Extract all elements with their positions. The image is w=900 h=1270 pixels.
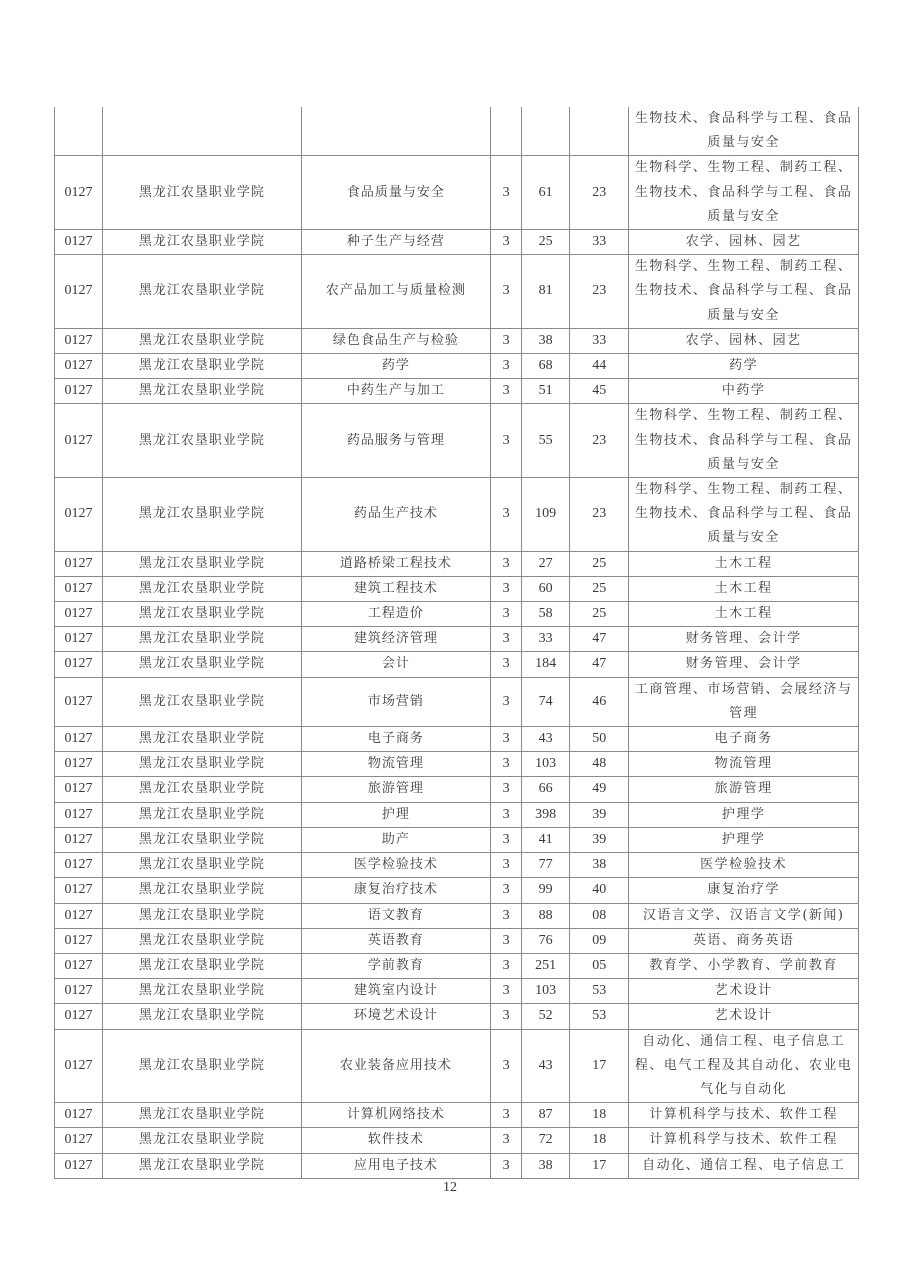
institution-code-cell: 0127 (55, 727, 103, 752)
school-name-cell (103, 107, 301, 156)
major-name-cell: 农业装备应用技术 (301, 1029, 490, 1103)
table-row (55, 1153, 859, 1178)
major-name-cell: 建筑室内设计 (301, 979, 490, 1004)
school-name-cell: 黑龙江农垦职业学院 (103, 953, 301, 978)
institution-code-cell: 0127 (55, 652, 103, 677)
school-name-cell: 黑龙江农垦职业学院 (103, 627, 301, 652)
table-row (55, 652, 859, 677)
major-name-cell: 建筑工程技术 (301, 576, 490, 601)
study-years-cell: 3 (491, 827, 522, 852)
enrollment-plan-cell: 52 (522, 1004, 570, 1029)
school-name-cell: 黑龙江农垦职业学院 (103, 878, 301, 903)
institution-code-cell: 0127 (55, 953, 103, 978)
school-name-cell: 黑龙江农垦职业学院 (103, 827, 301, 852)
major-category-cell: 44 (570, 354, 629, 379)
major-name-cell: 英语教育 (301, 928, 490, 953)
table-row (55, 878, 859, 903)
enrollment-plan-cell: 43 (522, 1029, 570, 1103)
study-years-cell: 3 (491, 727, 522, 752)
major-name-cell: 医学检验技术 (301, 853, 490, 878)
major-category-cell: 25 (570, 602, 629, 627)
institution-code-cell: 0127 (55, 328, 103, 353)
study-years-cell (491, 107, 522, 156)
table-row (55, 602, 859, 627)
study-years-cell: 3 (491, 1103, 522, 1128)
enrollment-plan-cell: 68 (522, 354, 570, 379)
major-category-cell: 08 (570, 903, 629, 928)
undergraduate-major-requirement-cell: 财务管理、会计学 (629, 652, 859, 677)
study-years-cell: 3 (491, 1128, 522, 1153)
table-row (55, 1103, 859, 1128)
school-name-cell: 黑龙江农垦职业学院 (103, 677, 301, 726)
enrollment-plan-cell: 33 (522, 627, 570, 652)
undergraduate-major-requirement-cell: 汉语言文学、汉语言文学(新闻) (629, 903, 859, 928)
major-name-cell: 农产品加工与质量检测 (301, 255, 490, 329)
school-name-cell: 黑龙江农垦职业学院 (103, 404, 301, 478)
major-category-cell: 48 (570, 752, 629, 777)
school-name-cell: 黑龙江农垦职业学院 (103, 752, 301, 777)
table-row (55, 255, 859, 329)
study-years-cell: 3 (491, 953, 522, 978)
institution-code-cell: 0127 (55, 478, 103, 552)
major-category-cell: 05 (570, 953, 629, 978)
school-name-cell: 黑龙江农垦职业学院 (103, 230, 301, 255)
school-name-cell: 黑龙江农垦职业学院 (103, 802, 301, 827)
major-name-cell: 环境艺术设计 (301, 1004, 490, 1029)
major-category-cell: 40 (570, 878, 629, 903)
study-years-cell: 3 (491, 478, 522, 552)
institution-code-cell: 0127 (55, 878, 103, 903)
institution-code-cell: 0127 (55, 853, 103, 878)
institution-code-cell: 0127 (55, 1103, 103, 1128)
enrollment-plan-cell: 103 (522, 979, 570, 1004)
undergraduate-major-requirement-cell: 护理学 (629, 802, 859, 827)
undergraduate-major-requirement-cell: 土木工程 (629, 602, 859, 627)
major-category-cell: 47 (570, 652, 629, 677)
major-category-cell (570, 107, 629, 156)
school-name-cell: 黑龙江农垦职业学院 (103, 1004, 301, 1029)
major-category-cell: 09 (570, 928, 629, 953)
institution-code-cell: 0127 (55, 777, 103, 802)
school-name-cell: 黑龙江农垦职业学院 (103, 379, 301, 404)
enrollment-plan-cell: 76 (522, 928, 570, 953)
institution-code-cell: 0127 (55, 156, 103, 230)
major-category-cell: 53 (570, 1004, 629, 1029)
school-name-cell: 黑龙江农垦职业学院 (103, 777, 301, 802)
study-years-cell: 3 (491, 379, 522, 404)
institution-code-cell: 0127 (55, 404, 103, 478)
study-years-cell: 3 (491, 328, 522, 353)
study-years-cell: 3 (491, 652, 522, 677)
enrollment-plan-cell: 72 (522, 1128, 570, 1153)
institution-code-cell: 0127 (55, 379, 103, 404)
undergraduate-major-requirement-cell: 生物技术、食品科学与工程、食品质量与安全 (629, 107, 859, 156)
table-row (55, 802, 859, 827)
school-name-cell: 黑龙江农垦职业学院 (103, 903, 301, 928)
major-category-cell: 53 (570, 979, 629, 1004)
undergraduate-major-requirement-cell: 土木工程 (629, 576, 859, 601)
study-years-cell: 3 (491, 752, 522, 777)
major-name-cell (301, 107, 490, 156)
page-number: 12 (443, 1180, 457, 1195)
institution-code-cell: 0127 (55, 1004, 103, 1029)
table-row (55, 354, 859, 379)
institution-code-cell: 0127 (55, 928, 103, 953)
enrollment-plan-cell: 60 (522, 576, 570, 601)
study-years-cell: 3 (491, 878, 522, 903)
undergraduate-major-requirement-cell: 中药学 (629, 379, 859, 404)
enrollment-plan-cell: 103 (522, 752, 570, 777)
school-name-cell: 黑龙江农垦职业学院 (103, 1153, 301, 1178)
undergraduate-major-requirement-cell: 电子商务 (629, 727, 859, 752)
table-row (55, 752, 859, 777)
table-row (55, 478, 859, 552)
major-name-cell: 中药生产与加工 (301, 379, 490, 404)
major-name-cell: 药品服务与管理 (301, 404, 490, 478)
major-category-cell: 39 (570, 802, 629, 827)
table-row (55, 827, 859, 852)
table-row (55, 928, 859, 953)
major-category-cell: 45 (570, 379, 629, 404)
undergraduate-major-requirement-cell: 艺术设计 (629, 1004, 859, 1029)
study-years-cell: 3 (491, 255, 522, 329)
undergraduate-major-requirement-cell: 工商管理、市场营销、会展经济与管理 (629, 677, 859, 726)
major-name-cell: 绿色食品生产与检验 (301, 328, 490, 353)
undergraduate-major-requirement-cell: 教育学、小学教育、学前教育 (629, 953, 859, 978)
table-row (55, 551, 859, 576)
table-row (55, 777, 859, 802)
major-name-cell: 护理 (301, 802, 490, 827)
enrollment-plan-cell (522, 107, 570, 156)
major-name-cell: 学前教育 (301, 953, 490, 978)
enrollment-plan-cell: 398 (522, 802, 570, 827)
major-category-cell: 33 (570, 230, 629, 255)
school-name-cell: 黑龙江农垦职业学院 (103, 156, 301, 230)
undergraduate-major-requirement-cell: 生物科学、生物工程、制药工程、生物技术、食品科学与工程、食品质量与安全 (629, 255, 859, 329)
undergraduate-major-requirement-cell: 生物科学、生物工程、制药工程、生物技术、食品科学与工程、食品质量与安全 (629, 404, 859, 478)
table-row (55, 156, 859, 230)
institution-code-cell: 0127 (55, 802, 103, 827)
school-name-cell: 黑龙江农垦职业学院 (103, 602, 301, 627)
table-row (55, 1128, 859, 1153)
enrollment-plan-cell: 88 (522, 903, 570, 928)
institution-code-cell: 0127 (55, 1153, 103, 1178)
school-name-cell: 黑龙江农垦职业学院 (103, 979, 301, 1004)
table-row (55, 853, 859, 878)
undergraduate-major-requirement-cell: 康复治疗学 (629, 878, 859, 903)
institution-code-cell (55, 107, 103, 156)
enrollment-plan-cell: 41 (522, 827, 570, 852)
enrollment-plan-cell: 74 (522, 677, 570, 726)
major-name-cell: 种子生产与经营 (301, 230, 490, 255)
school-name-cell: 黑龙江农垦职业学院 (103, 255, 301, 329)
major-category-cell: 46 (570, 677, 629, 726)
school-name-cell: 黑龙江农垦职业学院 (103, 551, 301, 576)
enrollment-plan-cell: 81 (522, 255, 570, 329)
major-category-cell: 23 (570, 478, 629, 552)
major-category-cell: 38 (570, 853, 629, 878)
undergraduate-major-requirement-cell: 农学、园林、园艺 (629, 328, 859, 353)
table-row (55, 627, 859, 652)
major-name-cell: 旅游管理 (301, 777, 490, 802)
institution-code-cell: 0127 (55, 354, 103, 379)
study-years-cell: 3 (491, 1004, 522, 1029)
school-name-cell: 黑龙江农垦职业学院 (103, 1029, 301, 1103)
table-row (55, 903, 859, 928)
table-row (55, 379, 859, 404)
table-body (55, 107, 859, 1178)
study-years-cell: 3 (491, 677, 522, 726)
major-name-cell: 建筑经济管理 (301, 627, 490, 652)
enrollment-plan-cell: 66 (522, 777, 570, 802)
school-name-cell: 黑龙江农垦职业学院 (103, 478, 301, 552)
enrollment-plan-cell: 38 (522, 1153, 570, 1178)
major-name-cell: 食品质量与安全 (301, 156, 490, 230)
major-name-cell: 计算机网络技术 (301, 1103, 490, 1128)
major-category-cell: 17 (570, 1153, 629, 1178)
undergraduate-major-requirement-cell: 自动化、通信工程、电子信息工程、电气工程及其自动化、农业电气化与自动化 (629, 1029, 859, 1103)
institution-code-cell: 0127 (55, 1029, 103, 1103)
institution-code-cell: 0127 (55, 602, 103, 627)
school-name-cell: 黑龙江农垦职业学院 (103, 328, 301, 353)
major-category-cell: 17 (570, 1029, 629, 1103)
enrollment-plan-cell: 38 (522, 328, 570, 353)
undergraduate-major-requirement-cell: 医学检验技术 (629, 853, 859, 878)
institution-code-cell: 0127 (55, 979, 103, 1004)
undergraduate-major-requirement-cell: 药学 (629, 354, 859, 379)
school-name-cell: 黑龙江农垦职业学院 (103, 576, 301, 601)
major-category-cell: 23 (570, 404, 629, 478)
undergraduate-major-requirement-cell: 物流管理 (629, 752, 859, 777)
enrollment-plan-cell: 55 (522, 404, 570, 478)
table-row (55, 328, 859, 353)
study-years-cell: 3 (491, 230, 522, 255)
undergraduate-major-requirement-cell: 英语、商务英语 (629, 928, 859, 953)
major-name-cell: 语文教育 (301, 903, 490, 928)
study-years-cell: 3 (491, 1153, 522, 1178)
institution-code-cell: 0127 (55, 551, 103, 576)
institution-code-cell: 0127 (55, 903, 103, 928)
study-years-cell: 3 (491, 576, 522, 601)
school-name-cell: 黑龙江农垦职业学院 (103, 727, 301, 752)
enrollment-plan-cell: 109 (522, 478, 570, 552)
table-row (55, 576, 859, 601)
study-years-cell: 3 (491, 903, 522, 928)
study-years-cell: 3 (491, 928, 522, 953)
study-years-cell: 3 (491, 1029, 522, 1103)
school-name-cell: 黑龙江农垦职业学院 (103, 354, 301, 379)
undergraduate-major-requirement-cell: 财务管理、会计学 (629, 627, 859, 652)
major-name-cell: 道路桥梁工程技术 (301, 551, 490, 576)
major-category-cell: 50 (570, 727, 629, 752)
undergraduate-major-requirement-cell: 土木工程 (629, 551, 859, 576)
undergraduate-major-requirement-cell: 护理学 (629, 827, 859, 852)
table-row (55, 979, 859, 1004)
institution-code-cell: 0127 (55, 255, 103, 329)
major-category-cell: 23 (570, 156, 629, 230)
school-name-cell: 黑龙江农垦职业学院 (103, 928, 301, 953)
enrollment-plan-cell: 61 (522, 156, 570, 230)
table-row (55, 1004, 859, 1029)
enrollment-table (54, 107, 859, 1179)
major-category-cell: 18 (570, 1103, 629, 1128)
school-name-cell: 黑龙江农垦职业学院 (103, 1128, 301, 1153)
major-name-cell: 物流管理 (301, 752, 490, 777)
table-row (55, 107, 859, 156)
table-row (55, 230, 859, 255)
undergraduate-major-requirement-cell: 艺术设计 (629, 979, 859, 1004)
major-category-cell: 49 (570, 777, 629, 802)
undergraduate-major-requirement-cell: 生物科学、生物工程、制药工程、生物技术、食品科学与工程、食品质量与安全 (629, 478, 859, 552)
enrollment-plan-cell: 51 (522, 379, 570, 404)
institution-code-cell: 0127 (55, 752, 103, 777)
undergraduate-major-requirement-cell: 旅游管理 (629, 777, 859, 802)
major-name-cell: 软件技术 (301, 1128, 490, 1153)
table-row (55, 1029, 859, 1103)
institution-code-cell: 0127 (55, 576, 103, 601)
study-years-cell: 3 (491, 777, 522, 802)
enrollment-plan-cell: 25 (522, 230, 570, 255)
enrollment-plan-cell: 58 (522, 602, 570, 627)
undergraduate-major-requirement-cell: 农学、园林、园艺 (629, 230, 859, 255)
school-name-cell: 黑龙江农垦职业学院 (103, 652, 301, 677)
enrollment-plan-cell: 27 (522, 551, 570, 576)
institution-code-cell: 0127 (55, 677, 103, 726)
major-name-cell: 电子商务 (301, 727, 490, 752)
major-name-cell: 助产 (301, 827, 490, 852)
institution-code-cell: 0127 (55, 627, 103, 652)
major-category-cell: 39 (570, 827, 629, 852)
study-years-cell: 3 (491, 551, 522, 576)
major-category-cell: 33 (570, 328, 629, 353)
enrollment-plan-cell: 77 (522, 853, 570, 878)
undergraduate-major-requirement-cell: 自动化、通信工程、电子信息工 (629, 1153, 859, 1178)
major-name-cell: 市场营销 (301, 677, 490, 726)
undergraduate-major-requirement-cell: 生物科学、生物工程、制药工程、生物技术、食品科学与工程、食品质量与安全 (629, 156, 859, 230)
major-category-cell: 25 (570, 576, 629, 601)
major-category-cell: 47 (570, 627, 629, 652)
study-years-cell: 3 (491, 853, 522, 878)
study-years-cell: 3 (491, 979, 522, 1004)
table-row (55, 404, 859, 478)
major-category-cell: 25 (570, 551, 629, 576)
enrollment-plan-cell: 99 (522, 878, 570, 903)
enrollment-plan-cell: 87 (522, 1103, 570, 1128)
major-category-cell: 18 (570, 1128, 629, 1153)
institution-code-cell: 0127 (55, 1128, 103, 1153)
major-name-cell: 药学 (301, 354, 490, 379)
major-name-cell: 会计 (301, 652, 490, 677)
school-name-cell: 黑龙江农垦职业学院 (103, 1103, 301, 1128)
table-row (55, 677, 859, 726)
study-years-cell: 3 (491, 627, 522, 652)
major-name-cell: 康复治疗技术 (301, 878, 490, 903)
enrollment-plan-cell: 184 (522, 652, 570, 677)
major-name-cell: 工程造价 (301, 602, 490, 627)
study-years-cell: 3 (491, 354, 522, 379)
table-row (55, 727, 859, 752)
table-row (55, 953, 859, 978)
study-years-cell: 3 (491, 802, 522, 827)
institution-code-cell: 0127 (55, 230, 103, 255)
major-name-cell: 药品生产技术 (301, 478, 490, 552)
study-years-cell: 3 (491, 404, 522, 478)
school-name-cell: 黑龙江农垦职业学院 (103, 853, 301, 878)
institution-code-cell: 0127 (55, 827, 103, 852)
major-category-cell: 23 (570, 255, 629, 329)
study-years-cell: 3 (491, 602, 522, 627)
major-name-cell: 应用电子技术 (301, 1153, 490, 1178)
study-years-cell: 3 (491, 156, 522, 230)
enrollment-plan-cell: 251 (522, 953, 570, 978)
undergraduate-major-requirement-cell: 计算机科学与技术、软件工程 (629, 1128, 859, 1153)
undergraduate-major-requirement-cell: 计算机科学与技术、软件工程 (629, 1103, 859, 1128)
enrollment-plan-cell: 43 (522, 727, 570, 752)
